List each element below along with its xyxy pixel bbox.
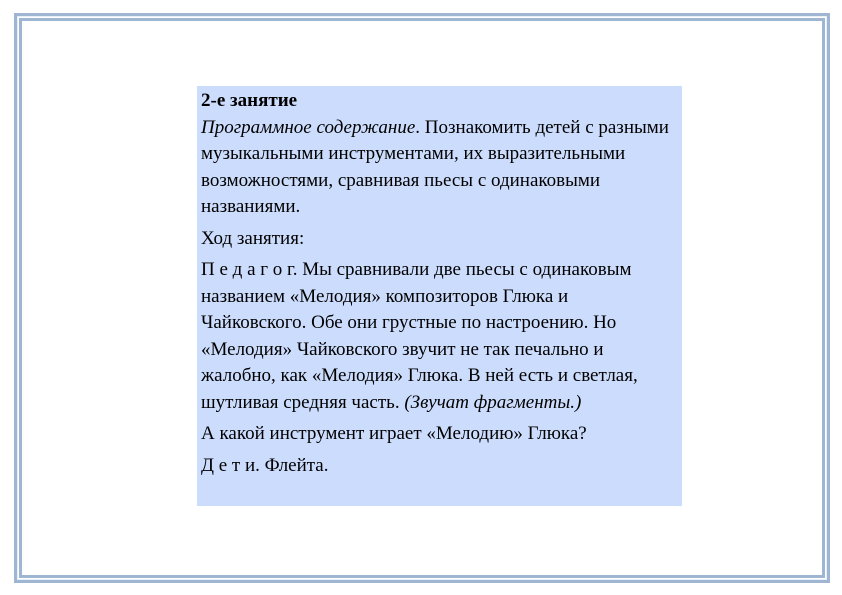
teacher-paragraph — [201, 257, 678, 416]
children-speaker: Д е т и. — [201, 454, 260, 476]
lesson-heading: 2-е занятие — [201, 90, 298, 111]
question-paragraph: А какой инструмент играет «Мелодию» Глюка? — [201, 423, 587, 444]
lesson-text-box — [197, 86, 682, 506]
children-answer: Флейта. — [259, 454, 329, 476]
teacher-speaker: П е д а г о г. — [201, 259, 298, 280]
program-content-text: . Познакомить детей с разными музыкальными инструментами, их выразительными возможностями, сравнивая пьесы с одинаковыми названиями. — [201, 116, 669, 217]
lesson-course-label: Ход занятия: — [201, 227, 305, 249]
program-content-paragraph — [201, 115, 678, 221]
teacher-text: Мы сравнивали две пьесы с одинаковым названием «Мелодия» композиторов Глюка и Чайковского. Обе они грустные по настроению. Но «Мелодия» Чайковского звучит не так печально и жалобно, как «Мелодия» Глюка. В ней есть и светлая, шутливая средняя часть. — [201, 259, 638, 413]
program-content-label: Программное содержание — [201, 116, 416, 138]
children-paragraph — [201, 453, 678, 480]
teacher-stage-note: (Звучат фрагменты.) — [404, 391, 582, 413]
